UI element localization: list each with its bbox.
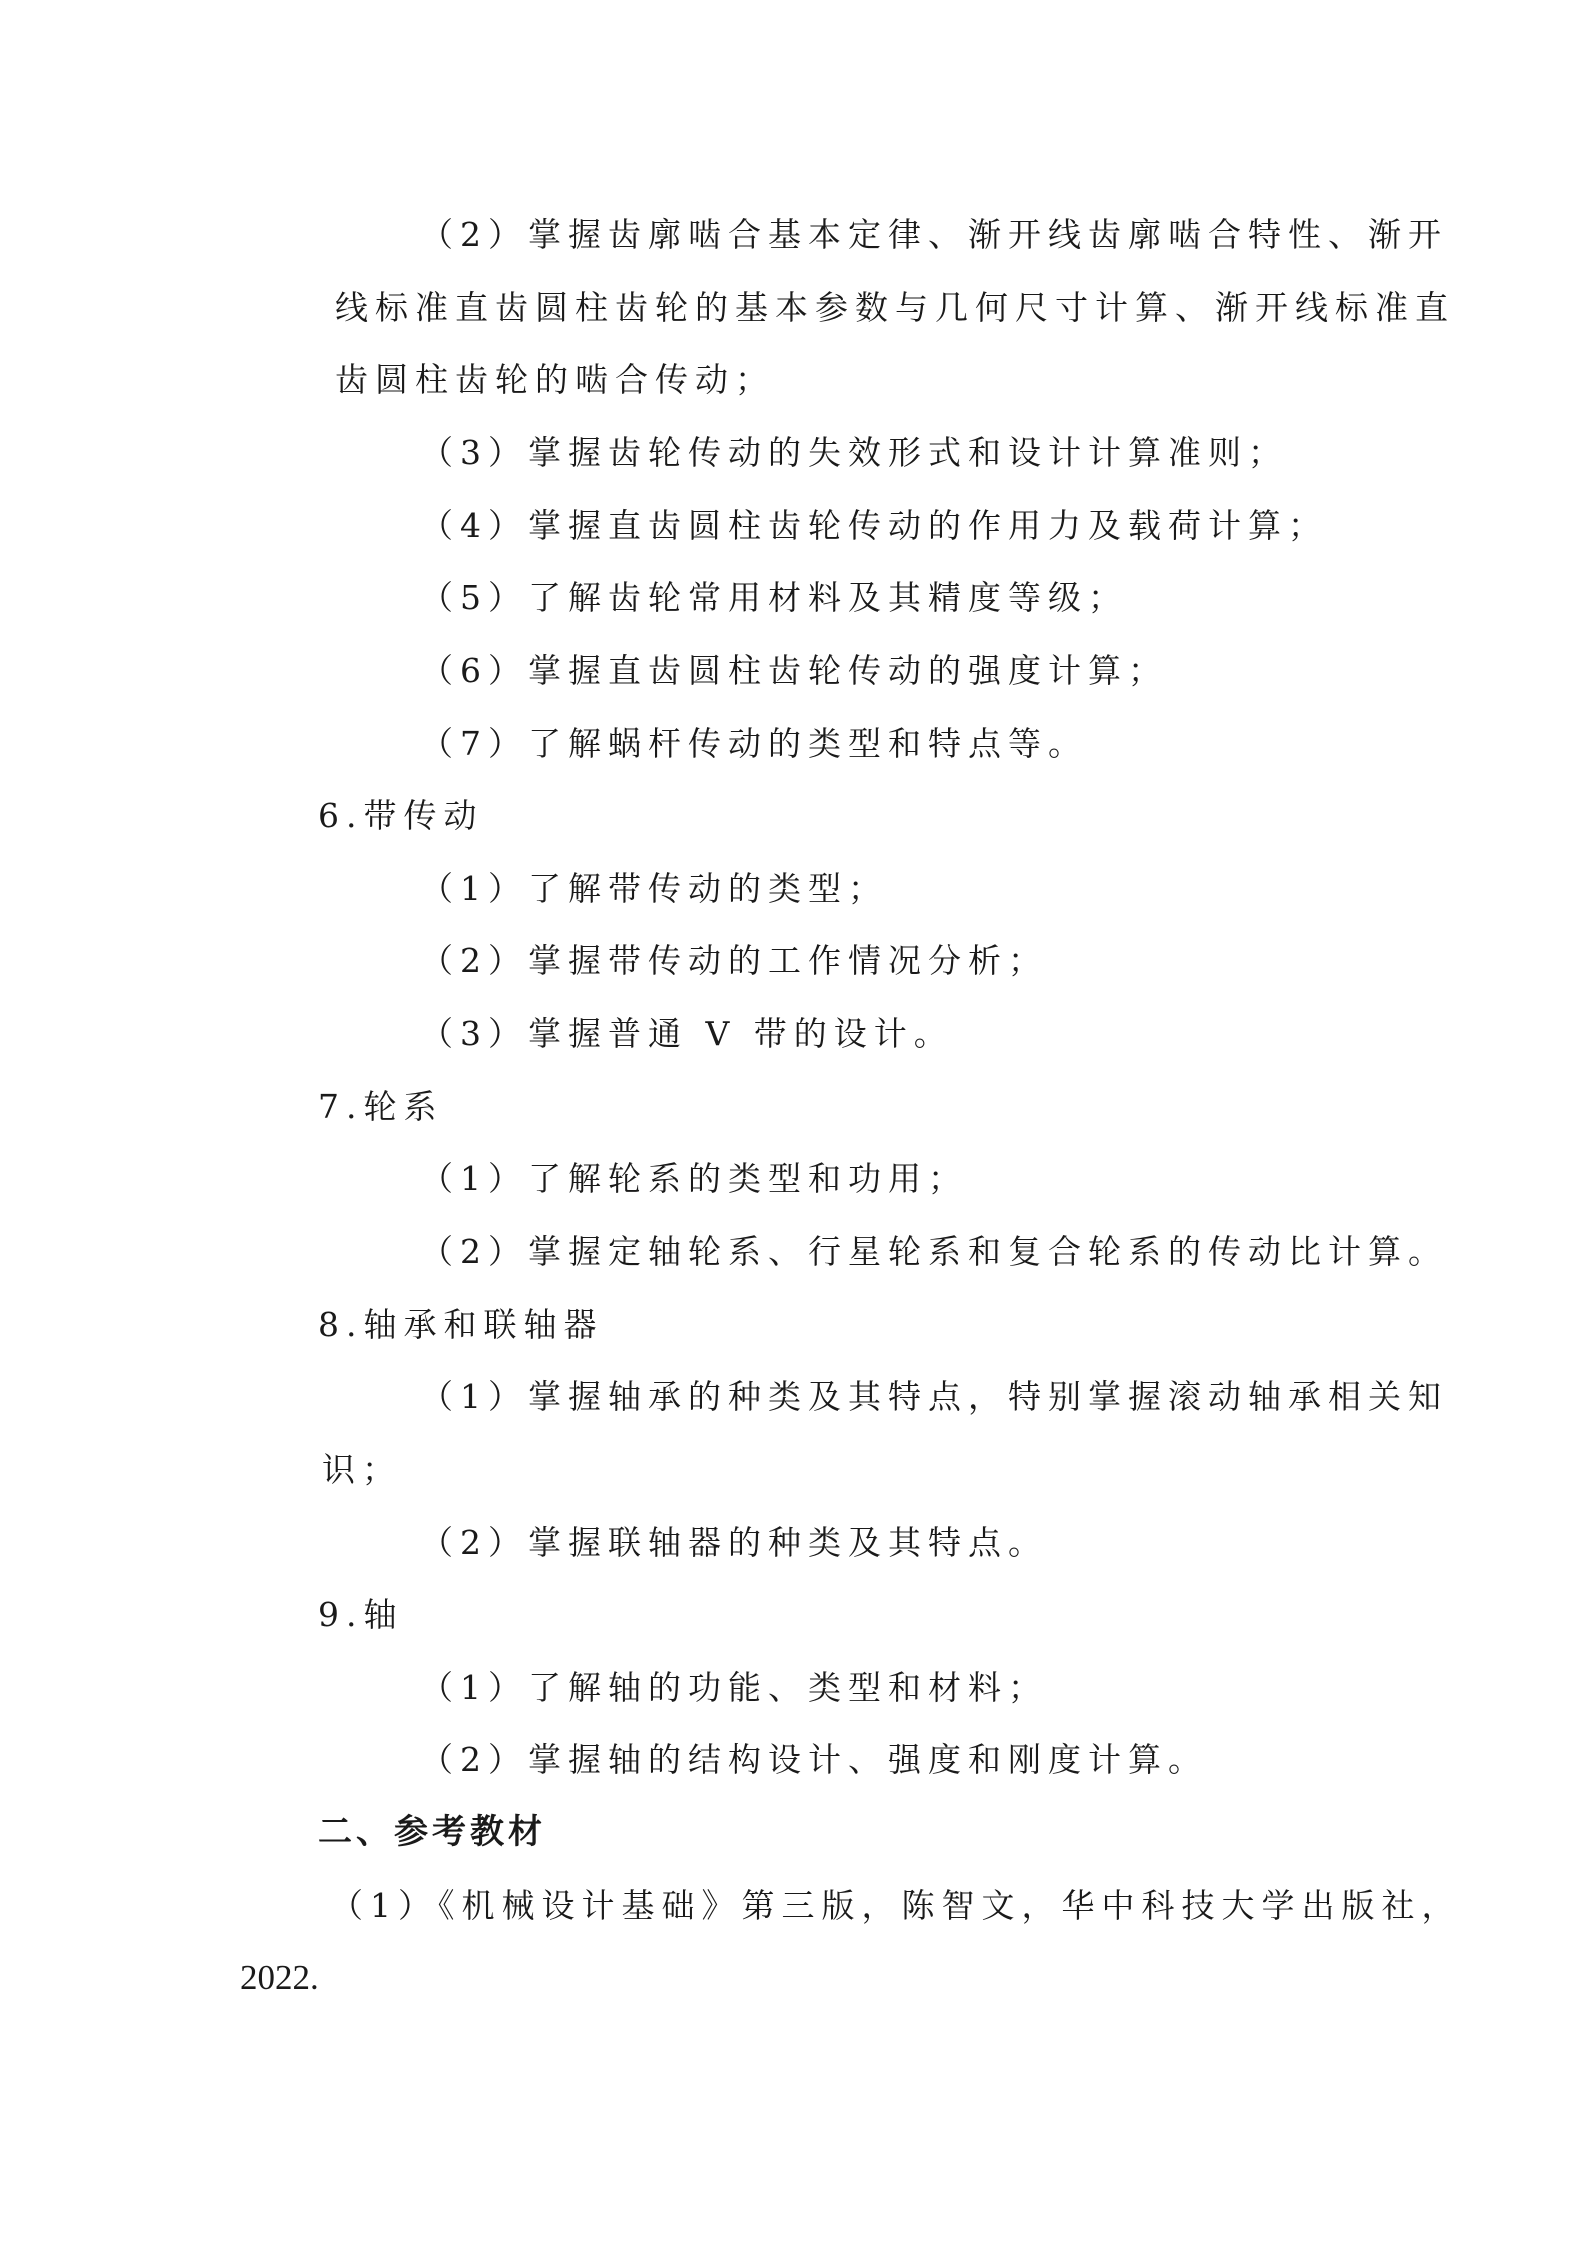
text-line: （3）掌握齿轮传动的失效形式和设计计算准则； — [420, 433, 1288, 472]
text-line: 齿圆柱齿轮的啮合传动； — [335, 360, 775, 399]
text-line: （1）了解轮系的类型和功用； — [420, 1159, 968, 1198]
text-line: （2）掌握联轴器的种类及其特点。 — [420, 1523, 1048, 1562]
text-line: （2）掌握带传动的工作情况分析； — [420, 941, 1048, 980]
text-line: 线标准直齿圆柱齿轮的基本参数与几何尺寸计算、渐开线标准直 — [335, 288, 1455, 327]
text-line: （5）了解齿轮常用材料及其精度等级； — [420, 578, 1128, 617]
reference-line: （1）《机械设计基础》第三版，陈智文，华中科技大学出版社， — [330, 1886, 1462, 1925]
text-line: （2）掌握定轴轮系、行星轮系和复合轮系的传动比计算。 — [420, 1232, 1448, 1271]
text-line: （4）掌握直齿圆柱齿轮传动的作用力及载荷计算； — [420, 506, 1328, 545]
section-title: 8.轴承和联轴器 — [318, 1305, 604, 1344]
section-title: 9.轴 — [318, 1595, 404, 1634]
text-line: （3）掌握普通 V 带的设计。 — [420, 1014, 954, 1053]
section-title: 7.轮系 — [318, 1087, 444, 1126]
text-line: （6）掌握直齿圆柱齿轮传动的强度计算； — [420, 651, 1168, 690]
text-line: （7）了解蜗杆传动的类型和特点等。 — [420, 724, 1088, 763]
text-line: （2）掌握轴的结构设计、强度和刚度计算。 — [420, 1740, 1208, 1779]
text-line: （1）掌握轴承的种类及其特点，特别掌握滚动轴承相关知 — [420, 1377, 1448, 1416]
text-line: （1）了解轴的功能、类型和材料； — [420, 1668, 1048, 1707]
text-line: 识； — [322, 1450, 402, 1489]
reference-year: 2022. — [240, 1958, 319, 1997]
text-line: （1）了解带传动的类型； — [420, 869, 888, 908]
text-line: （2）掌握齿廓啮合基本定律、渐开线齿廓啮合特性、渐开 — [420, 215, 1448, 254]
section-title: 6.带传动 — [318, 796, 484, 835]
section-heading: 二、参考教材 — [318, 1812, 546, 1852]
